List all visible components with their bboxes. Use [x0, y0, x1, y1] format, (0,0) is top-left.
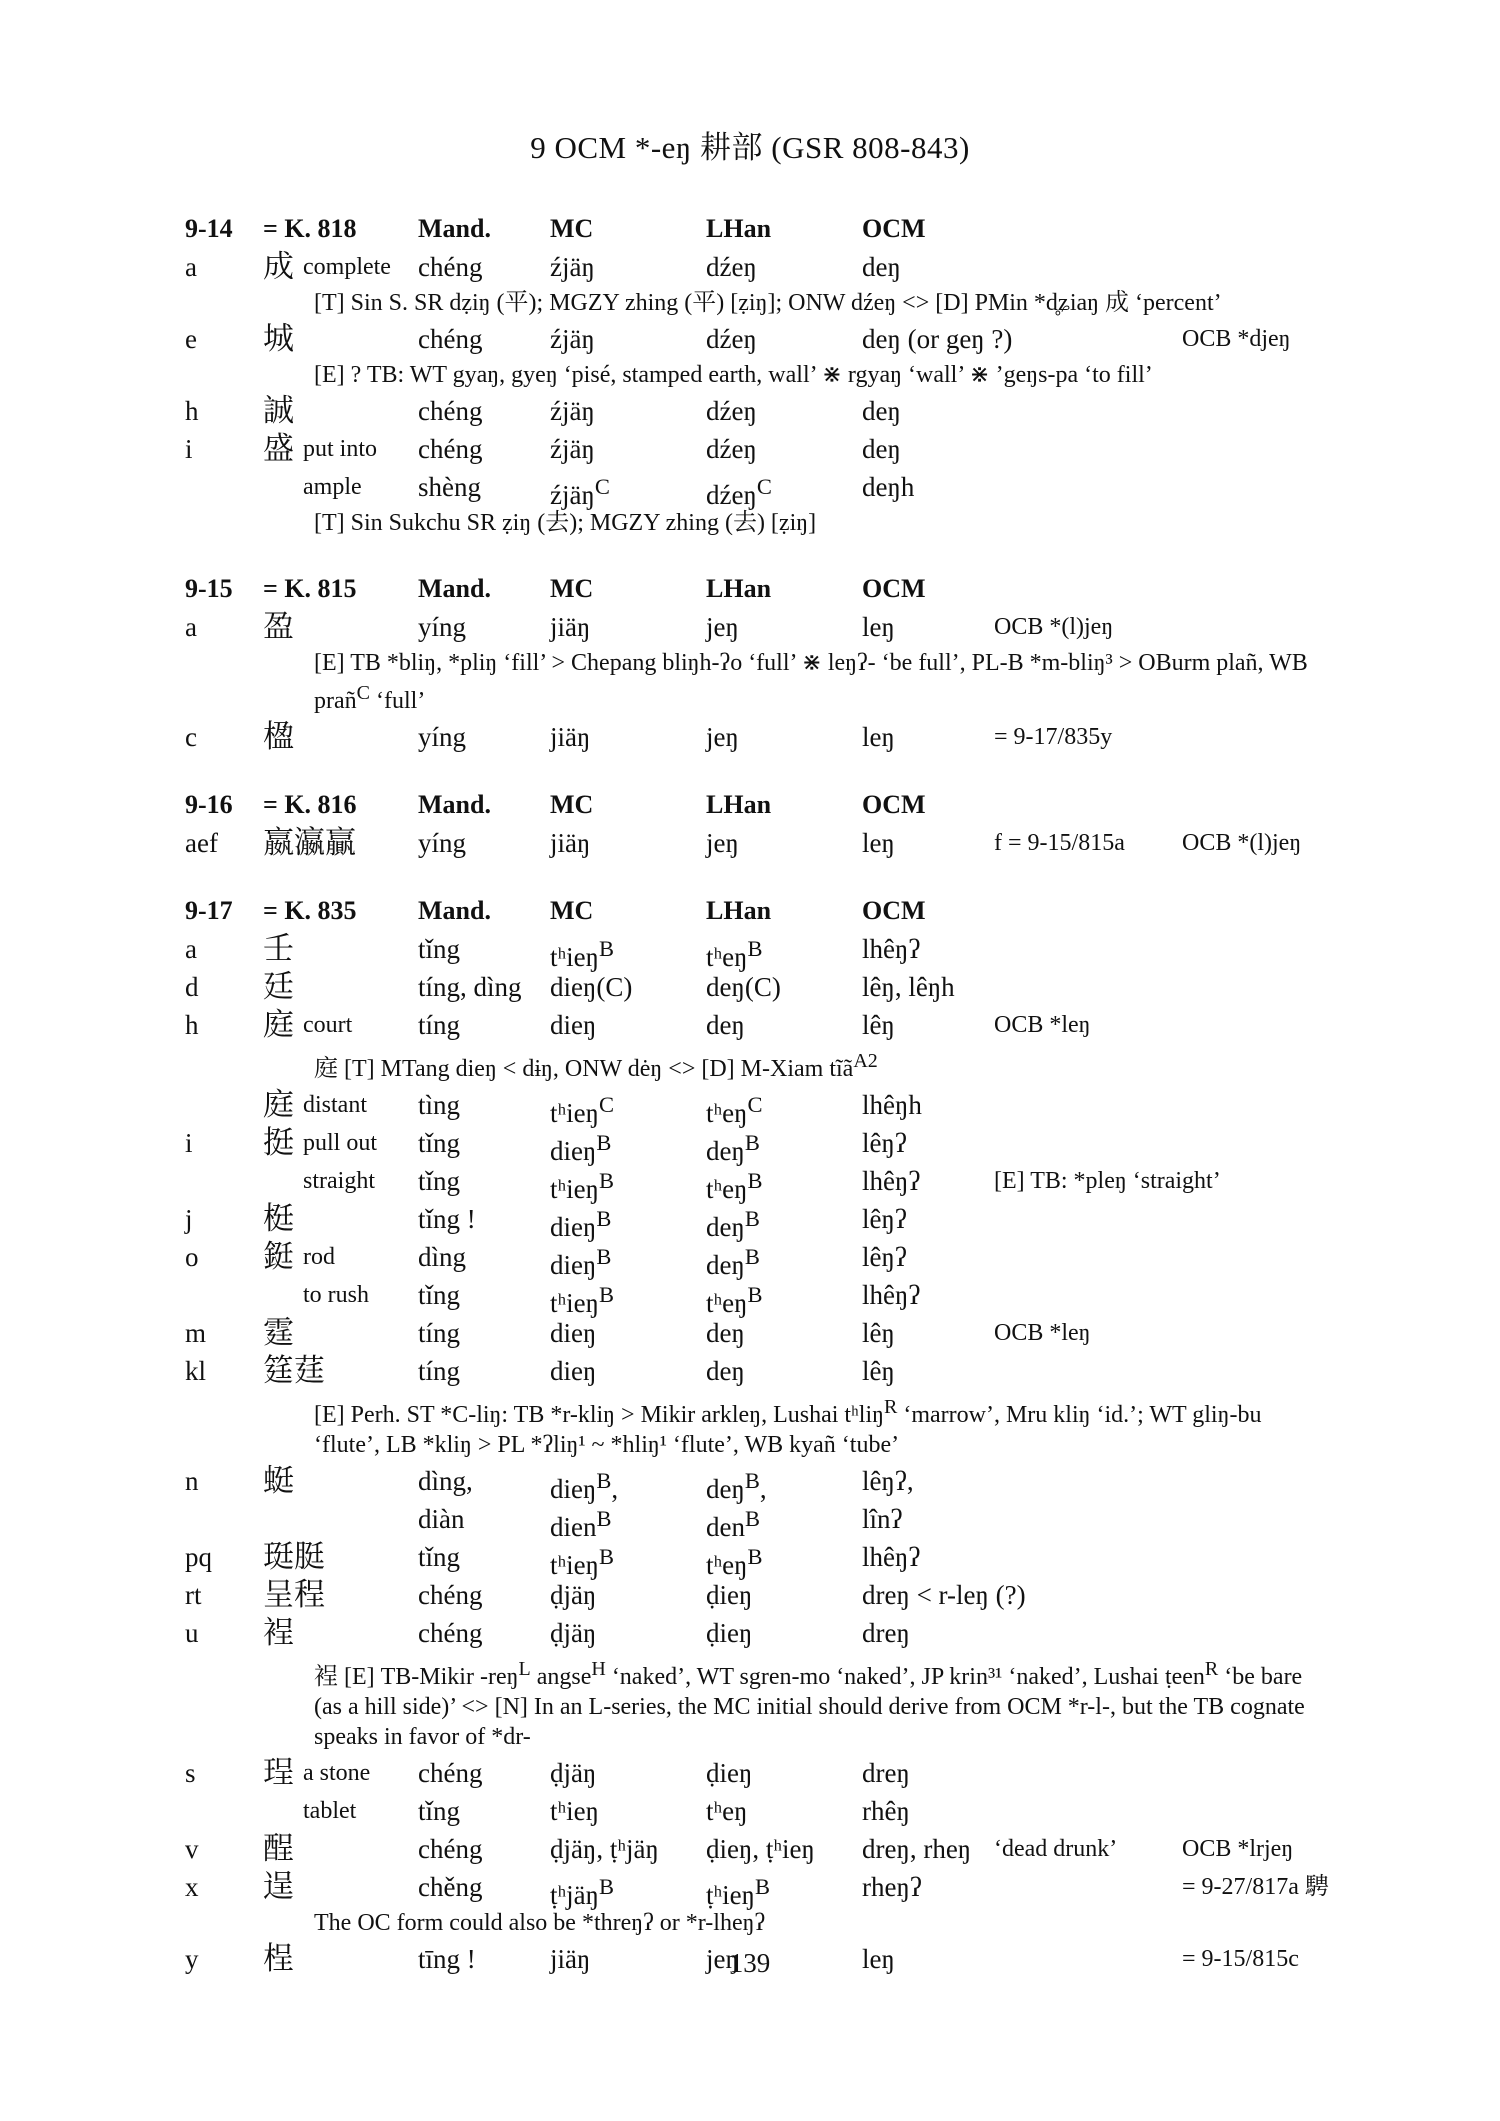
entry-row [0, 1538, 1500, 1580]
entry-character: 成 [263, 249, 294, 284]
page-number: 139 [729, 1948, 771, 1978]
entry-extra-1: ‘dead drunk’ [994, 1836, 1118, 1862]
entry-mandarin: tīng ! [418, 1944, 476, 1974]
entry-mandarin: tǐng [418, 1280, 461, 1310]
entry-mandarin: tǐng [418, 1166, 461, 1196]
entry-extra-2: OCB *lrjeŋ [1182, 1836, 1294, 1862]
entry-gloss: distant [303, 1092, 367, 1118]
group-header [0, 210, 1500, 248]
entry-letter: a [185, 252, 197, 282]
entry-character: 城 [263, 321, 294, 356]
entry-mandarin: shèng [418, 472, 481, 502]
entry-extra-1: [E] TB: *pleŋ ‘straight’ [994, 1168, 1221, 1194]
entry-middle-chinese: źjäŋ [550, 434, 595, 464]
entry-row [0, 1200, 1500, 1242]
entry-ocm: deŋh [862, 472, 915, 502]
entry-ocm: deŋ [862, 252, 901, 282]
group-id: 9-17 [185, 896, 233, 925]
entry-later-han: dźeŋ [706, 252, 757, 282]
entry-extra-1: OCB *leŋ [994, 1320, 1091, 1346]
note-line [0, 506, 1500, 540]
entry-character: 逞 [263, 1869, 294, 1904]
entry-mandarin: chéng [418, 396, 483, 426]
note-text: [E] TB *bliŋ, *pliŋ ‘fill’ > Chepang bliŋh-ʔo ‘full’ ⋇ leŋʔ- ‘be full’, PL-B *m-bliŋ³ > OBurm plañ, WB prañ$^C$ ‘full’ [314, 650, 1308, 714]
entry-extra-1: = 9-17/835y [994, 724, 1113, 750]
entry-character: 珵 [263, 1755, 294, 1790]
entry-ocm: lhêŋʔ [862, 1542, 921, 1572]
entry-ocm: lhêŋʔ [862, 934, 921, 964]
entry-character: 盈 [263, 609, 294, 644]
entry-row [0, 1238, 1500, 1280]
entry-character: 霆 [263, 1315, 294, 1350]
entry-letter: n [185, 1466, 199, 1496]
entry-ocm: lêŋ [862, 1318, 895, 1348]
entry-later-han: deŋ$^B$ [706, 1244, 760, 1280]
group-id: 9-16 [185, 790, 233, 819]
group-header [0, 570, 1500, 608]
entry-extra-2: OCB *(l)jeŋ [1182, 830, 1302, 856]
entry-letter: d [185, 972, 199, 1002]
entry-gloss: court [303, 1012, 353, 1038]
group-spacer [0, 862, 1500, 892]
entry-row [0, 1830, 1500, 1868]
entry-mandarin: dìng, [418, 1466, 473, 1496]
entry-letter: v [185, 1834, 199, 1864]
note-text: [E] Perh. ST *C-liŋ: TB *r-kliŋ > Mikir arkleŋ, Lushai tʰliŋ$^R$ ‘marrow’, Mru kliŋ ‘id.’; WT gliŋ-bu ‘flute’, LB *kliŋ > PL *ʔliŋ¹ ~ *hliŋ¹ ‘flute’, WB kyañ ‘tube’ [314, 1396, 1262, 1458]
entry-middle-chinese: ḍjäŋ [550, 1758, 597, 1788]
entry-character: 蜓 [263, 1463, 294, 1498]
entry-extra-1: f = 9-15/815a [994, 830, 1125, 856]
entry-letter: rt [185, 1580, 202, 1610]
entry-gloss: ample [303, 474, 362, 500]
note-text: [E] ? TB: WT gyaŋ, gyeŋ ‘pisé, stamped earth, wall’ ⋇ rgyaŋ ‘wall’ ⋇ ’geŋs-pa ‘to fill’ [314, 362, 1153, 388]
entry-character: 挺 [263, 1125, 294, 1160]
entry-letter: j [185, 1204, 193, 1234]
entry-row [0, 1314, 1500, 1352]
note-text: The OC form could also be *threŋʔ or *r-lheŋʔ [314, 1910, 766, 1936]
entry-mandarin: tǐng [418, 1796, 461, 1826]
entry-character: 盛 [263, 431, 294, 466]
entry-row [0, 1792, 1500, 1830]
karlgren-ref: = K. 835 [263, 896, 357, 925]
group-spacer [0, 540, 1500, 570]
entry-ocm: lhêŋh [862, 1090, 922, 1120]
entry-ocm: leŋ [862, 828, 895, 858]
entry-ocm: lhêŋʔ [862, 1280, 921, 1310]
entry-character: 廷 [263, 969, 294, 1004]
entry-row [0, 608, 1500, 646]
entry-later-han: ḍieŋ [706, 1580, 753, 1610]
entry-middle-chinese: ḍjäŋ, ṭʰjäŋ [550, 1834, 659, 1864]
entry-middle-chinese: dieŋ [550, 1318, 597, 1348]
col-mand-header: Mand. [418, 896, 491, 925]
col-mc-header: MC [550, 574, 594, 603]
entry-ocm: deŋ [862, 396, 901, 426]
entry-middle-chinese: dieŋ [550, 1010, 597, 1040]
entry-gloss: rod [303, 1244, 335, 1270]
entry-ocm: leŋ [862, 612, 895, 642]
entry-letter: u [185, 1618, 199, 1648]
entry-character: 壬 [263, 931, 294, 966]
entry-row [0, 1006, 1500, 1044]
entry-later-han: ṭʰieŋ$^B$ [706, 1874, 771, 1910]
col-ocm-header: OCM [862, 790, 926, 819]
entry-ocm: deŋ [862, 434, 901, 464]
entry-row [0, 1576, 1500, 1614]
entry-row [0, 1868, 1500, 1910]
entry-later-han: dźeŋ [706, 324, 757, 354]
group-id: 9-14 [185, 214, 233, 243]
entry-middle-chinese: dieŋ(C) [550, 972, 633, 1002]
entry-letter: e [185, 324, 197, 354]
entry-later-han: tʰeŋ$^B$ [706, 936, 763, 972]
col-ocm-header: OCM [862, 574, 926, 603]
group-spacer [0, 756, 1500, 786]
entry-character: 誠 [263, 393, 294, 428]
entry-character: 庭 [263, 1087, 294, 1122]
entry-later-han: tʰeŋ$^B$ [706, 1544, 763, 1580]
entry-row [0, 1500, 1500, 1542]
entry-mandarin: tíng [418, 1010, 461, 1040]
entry-mandarin: chéng [418, 1618, 483, 1648]
col-mc-header: MC [550, 214, 594, 243]
entry-row [0, 1352, 1500, 1390]
entry-ocm: dreŋ, rheŋ [862, 1834, 972, 1864]
entry-row [0, 1614, 1500, 1652]
entry-later-han: deŋ$^B$ [706, 1206, 760, 1242]
karlgren-ref: = K. 815 [263, 574, 357, 603]
group-id: 9-15 [185, 574, 233, 603]
entry-middle-chinese: dieŋ$^B$, [550, 1468, 619, 1504]
entry-ocm: lêŋ [862, 1010, 895, 1040]
entry-letter: x [185, 1872, 199, 1902]
entry-mandarin: dìng [418, 1242, 467, 1272]
entry-letter: a [185, 612, 197, 642]
entry-later-han: deŋ(C) [706, 972, 781, 1002]
entry-middle-chinese: jiäŋ [550, 722, 591, 752]
entry-character: 鋌 [263, 1239, 294, 1274]
note-text: [T] Sin Sukchu SR ẓiŋ (去); MGZY zhing (去) [ẓiŋ] [314, 510, 817, 536]
entry-extra-1: OCB *leŋ [994, 1012, 1091, 1038]
entry-character: 珽脡 [263, 1539, 325, 1574]
entry-middle-chinese: tʰieŋ$^B$ [550, 936, 615, 972]
entry-ocm: lêŋʔ, [862, 1466, 914, 1496]
entry-later-han: tʰeŋ$^B$ [706, 1282, 763, 1318]
entry-row [0, 468, 1500, 510]
entry-mandarin: tíng [418, 1356, 461, 1386]
entry-later-han: ḍieŋ [706, 1618, 753, 1648]
entry-gloss: to rush [303, 1282, 369, 1308]
entry-mandarin: tíng, dìng [418, 972, 522, 1002]
entry-row [0, 930, 1500, 972]
note-line [0, 1652, 1500, 1754]
entry-letter: o [185, 1242, 199, 1272]
entry-mandarin: chéng [418, 252, 483, 282]
entry-later-han: jeŋ [706, 722, 739, 752]
entry-later-han: tʰeŋ$^C$ [706, 1092, 763, 1128]
entry-mandarin: yíng [418, 612, 467, 642]
note-line [0, 286, 1500, 320]
entry-middle-chinese: ḍjäŋ [550, 1580, 597, 1610]
entry-later-han: deŋ [706, 1356, 745, 1386]
group-header [0, 786, 1500, 824]
entry-middle-chinese: tʰieŋ$^C$ [550, 1092, 615, 1128]
entry-character: 酲 [263, 1831, 294, 1866]
entry-later-han: deŋ$^B$ [706, 1130, 760, 1166]
entry-later-han: tʰeŋ [706, 1796, 748, 1826]
entry-later-han: jeŋ [706, 1944, 739, 1974]
col-lhan-header: LHan [706, 214, 772, 243]
entry-middle-chinese: źjäŋ [550, 324, 595, 354]
page-header: 9 OCM *-eŋ 耕部 (GSR 808-843) [530, 130, 970, 165]
entry-ocm: rhêŋ [862, 1796, 910, 1826]
entry-ocm: dreŋ < r-leŋ (?) [862, 1580, 1026, 1610]
entry-character: 庭 [263, 1007, 294, 1042]
col-mc-header: MC [550, 790, 594, 819]
entry-ocm: dreŋ [862, 1758, 910, 1788]
entry-ocm: lêŋʔ [862, 1242, 907, 1272]
entry-row [0, 1086, 1500, 1128]
col-lhan-header: LHan [706, 896, 772, 925]
entry-letter: m [185, 1318, 207, 1348]
entry-row [0, 1276, 1500, 1318]
entry-character: 嬴瀛贏 [263, 825, 356, 860]
entry-later-han: tʰeŋ$^B$ [706, 1168, 763, 1204]
entry-ocm: dreŋ [862, 1618, 910, 1648]
entry-middle-chinese: jiäŋ [550, 828, 591, 858]
entry-mandarin: chěng [418, 1872, 483, 1902]
entry-extra-1: OCB *(l)jeŋ [994, 614, 1114, 640]
entry-extra-2: OCB *djeŋ [1182, 326, 1291, 352]
note-line [0, 1390, 1500, 1462]
entry-character: 裎 [263, 1615, 294, 1650]
entry-row [0, 824, 1500, 862]
entry-ocm: lêŋ [862, 1356, 895, 1386]
entry-character: 桯 [263, 1941, 294, 1976]
entry-row [0, 392, 1500, 430]
entry-gloss: a stone [303, 1760, 371, 1786]
entry-middle-chinese: ḍjäŋ [550, 1618, 597, 1648]
entry-mandarin: chéng [418, 324, 483, 354]
entry-later-han: ḍieŋ, ṭʰieŋ [706, 1834, 815, 1864]
note-line [0, 1044, 1500, 1086]
entry-character: 楹 [263, 719, 294, 754]
entry-mandarin: tǐng [418, 1542, 461, 1572]
entry-letter: i [185, 1128, 193, 1158]
col-mc-header: MC [550, 896, 594, 925]
karlgren-ref: = K. 818 [263, 214, 357, 243]
entry-letter: h [185, 1010, 199, 1040]
entry-mandarin: yíng [418, 828, 467, 858]
col-lhan-header: LHan [706, 790, 772, 819]
entry-later-han: dźeŋ$^C$ [706, 474, 772, 510]
entry-middle-chinese: dieŋ [550, 1356, 597, 1386]
note-text: 裎 [E] TB-Mikir -reŋ$^L$ angse$^H$ ‘naked’, WT sgren-mo ‘naked’, JP krin³¹ ‘naked’, Lushai ṭeen$^R$ ‘be bare (as a hill side)’ <> [N] In an L-series, the MC initial should derive from OCM *r-l-, but the TB cognate speaks in favor of *dr- [314, 1658, 1305, 1750]
entry-extra-2: = 9-27/817a 騁 [1182, 1874, 1329, 1900]
entry-ocm: lînʔ [862, 1504, 903, 1534]
note-line [0, 646, 1500, 718]
entry-middle-chinese: jiäŋ [550, 612, 591, 642]
entry-ocm: rheŋʔ [862, 1872, 922, 1902]
entry-character: 筳莛 [263, 1353, 325, 1388]
entry-middle-chinese: tʰieŋ [550, 1796, 600, 1826]
entry-extra-2: = 9-15/815c [1182, 1946, 1299, 1972]
entry-row [0, 320, 1500, 358]
entry-character: 呈程 [263, 1577, 325, 1612]
note-line [0, 1906, 1500, 1940]
col-mand-header: Mand. [418, 574, 491, 603]
entry-letter: c [185, 722, 197, 752]
entry-letter: s [185, 1758, 196, 1788]
entry-mandarin: chéng [418, 434, 483, 464]
entry-letter: kl [185, 1356, 207, 1386]
col-lhan-header: LHan [706, 574, 772, 603]
entry-middle-chinese: tʰieŋ$^B$ [550, 1282, 615, 1318]
entry-mandarin: chéng [418, 1758, 483, 1788]
entry-middle-chinese: ṭʰjäŋ$^B$ [550, 1874, 615, 1910]
col-mand-header: Mand. [418, 790, 491, 819]
entry-mandarin: tìng [418, 1090, 461, 1120]
entry-mandarin: diàn [418, 1504, 465, 1534]
entry-mandarin: chéng [418, 1834, 483, 1864]
entry-row [0, 968, 1500, 1006]
entry-gloss: put into [303, 436, 378, 462]
entry-row [0, 430, 1500, 468]
entry-later-han: deŋ [706, 1318, 745, 1348]
entry-letter: a [185, 934, 197, 964]
entry-later-han: jeŋ [706, 612, 739, 642]
entry-letter: i [185, 434, 193, 464]
entry-ocm: lhêŋʔ [862, 1166, 921, 1196]
karlgren-ref: = K. 816 [263, 790, 357, 819]
note-text: 庭 [T] MTang dieŋ < dɨŋ, ONW dėŋ <> [D] M-Xiam tĩã$^{A2}$ [314, 1050, 878, 1082]
entry-letter: h [185, 396, 199, 426]
entry-mandarin: tǐng [418, 934, 461, 964]
entry-mandarin: tǐng ! [418, 1204, 476, 1234]
entry-middle-chinese: tʰieŋ$^B$ [550, 1168, 615, 1204]
entry-row [0, 1124, 1500, 1166]
col-ocm-header: OCM [862, 896, 926, 925]
entry-middle-chinese: dieŋ$^B$ [550, 1244, 612, 1280]
entry-letter: y [185, 1944, 199, 1974]
entry-middle-chinese: źjäŋ$^C$ [550, 474, 610, 510]
entry-gloss: complete [303, 254, 391, 280]
entry-later-han: jeŋ [706, 828, 739, 858]
entry-later-han: den$^B$ [706, 1506, 760, 1542]
entry-letter: aef [185, 828, 218, 858]
entry-middle-chinese: źjäŋ [550, 252, 595, 282]
entry-gloss: tablet [303, 1798, 357, 1824]
entry-row [0, 1754, 1500, 1792]
group-header [0, 892, 1500, 930]
entry-ocm: lêŋʔ [862, 1204, 907, 1234]
entry-ocm: leŋ [862, 722, 895, 752]
entry-later-han: deŋ$^B$, [706, 1468, 767, 1504]
entry-middle-chinese: jiäŋ [550, 1944, 591, 1974]
entry-middle-chinese: dien$^B$ [550, 1506, 612, 1542]
entry-middle-chinese: tʰieŋ$^B$ [550, 1544, 615, 1580]
entry-ocm: lêŋ, lêŋh [862, 972, 955, 1002]
entry-middle-chinese: dieŋ$^B$ [550, 1130, 612, 1166]
entry-mandarin: tǐng [418, 1128, 461, 1158]
entry-character: 梃 [263, 1201, 294, 1236]
col-mand-header: Mand. [418, 214, 491, 243]
col-ocm-header: OCM [862, 214, 926, 243]
entry-ocm: lêŋʔ [862, 1128, 907, 1158]
entry-middle-chinese: źjäŋ [550, 396, 595, 426]
entry-later-han: ḍieŋ [706, 1758, 753, 1788]
entry-mandarin: yíng [418, 722, 467, 752]
entry-later-han: dźeŋ [706, 434, 757, 464]
entry-row [0, 718, 1500, 756]
entry-gloss: straight [303, 1168, 375, 1194]
entry-mandarin: chéng [418, 1580, 483, 1610]
entry-gloss: pull out [303, 1130, 378, 1156]
entry-row [0, 1462, 1500, 1504]
entry-letter: pq [185, 1542, 212, 1572]
note-line [0, 358, 1500, 392]
entry-mandarin: tíng [418, 1318, 461, 1348]
entry-middle-chinese: dieŋ$^B$ [550, 1206, 612, 1242]
entry-ocm: deŋ (or geŋ ?) [862, 324, 1013, 354]
entry-later-han: dźeŋ [706, 396, 757, 426]
entry-ocm: leŋ [862, 1944, 895, 1974]
entry-row [0, 248, 1500, 286]
entry-row [0, 1162, 1500, 1204]
entry-table [0, 210, 1500, 1978]
entry-later-han: deŋ [706, 1010, 745, 1040]
note-text: [T] Sin S. SR dẓiŋ (平); MGZY zhing (平) [ẓiŋ]; ONW dźeŋ <> [D] PMin *d̥ʑiaŋ 成 ‘percent’ [314, 290, 1222, 316]
